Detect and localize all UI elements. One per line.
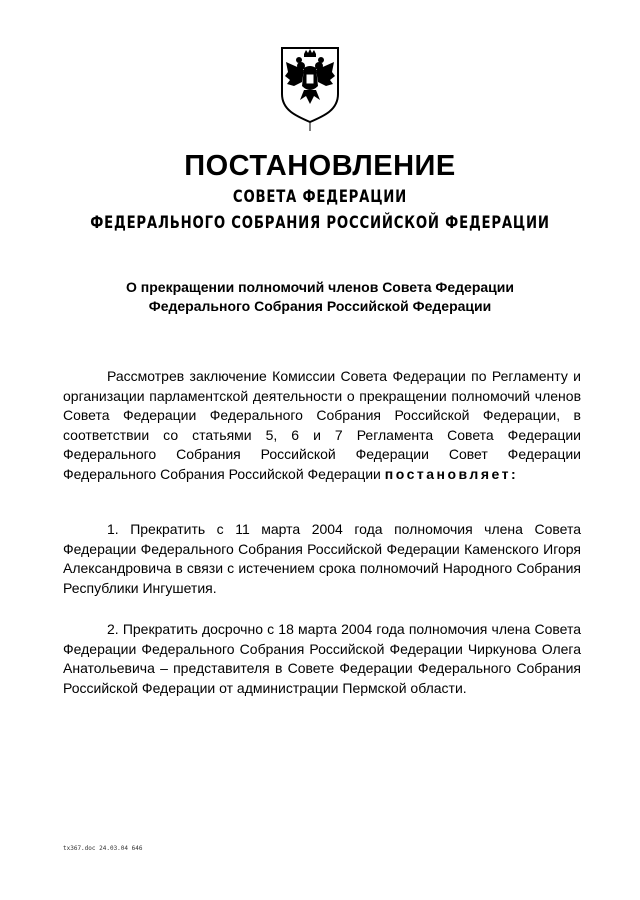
document-title: ПОСТАНОВЛЕНИЕ xyxy=(184,150,456,182)
resolution-item-1: 1. Прекратить с 11 марта 2004 года полномочия члена Совета Федерации Федерального Собрания Российской Федерации Каменского Игоря Александровича в связи с истечением срока полномочий Народного Собрания Республики Ингушетия. xyxy=(63,521,581,596)
document-footer-code: tx367.doc 24.03.04 646 xyxy=(63,845,143,852)
issuer-line-1: СОВЕТА ФЕДЕРАЦИИ xyxy=(232,187,408,207)
subject-line-2: Федерального Собрания Российской Федерации xyxy=(148,298,492,314)
document-subject xyxy=(60,278,580,316)
issuer-line-2: ФЕДЕРАЛЬНОГО СОБРАНИЯ РОССИЙСКОЙ ФЕДЕРАЦИИ xyxy=(90,213,550,233)
decision-word: постановляет: xyxy=(384,465,519,482)
subject-line-1: О прекращении полномочий членов Совета Федерации xyxy=(126,279,514,295)
preamble-paragraph xyxy=(63,367,581,484)
resolution-item-2: 2. Прекратить досрочно с 18 марта 2004 года полномочия члена Совета Федерации Федерального Собрания Российской Федерации Чиркунова Олега Анатольевича – представителя в Совете Федерации Федерального Собрания Российской Федерации от администрации Пермской области. xyxy=(63,621,581,696)
coat-of-arms-emblem xyxy=(274,42,346,132)
preamble-text: Рассмотрев заключение Комиссии Совета Федерации по Регламенту и организации парламентской деятельности о прекращении полномочий членов Совета Федерации Федерального Собрания Российской Федерации, в соответствии со статьями 5, 6 и 7 Регламента Совета Федерации Федерального Собрания Российской Федерации Совет Федерации Федерального Собрания Российской Федерации xyxy=(63,368,581,482)
